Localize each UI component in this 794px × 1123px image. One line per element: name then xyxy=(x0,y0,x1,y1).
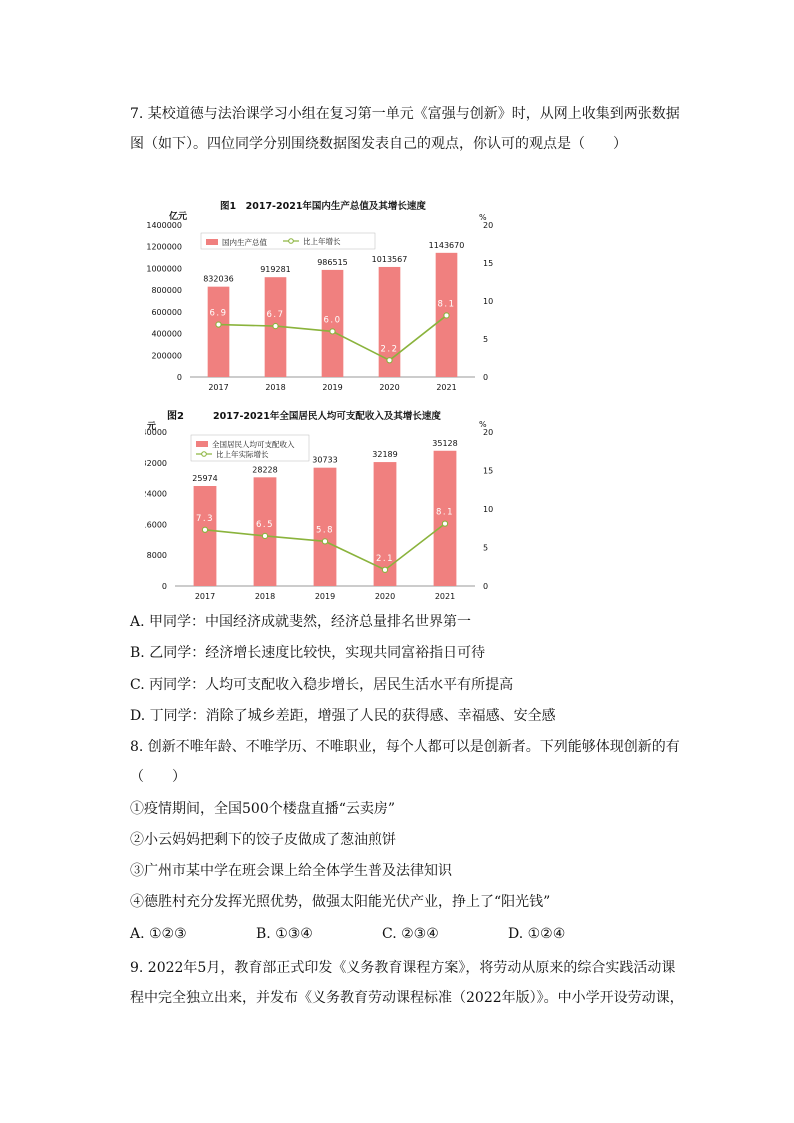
question-7-stem-line-1: 7. 某校道德与法治课学习小组在复习第一单元《富强与创新》时，从网上收集到两张数据 xyxy=(130,106,680,122)
bar-value-label: 1013567 xyxy=(371,254,408,264)
growth-point xyxy=(322,539,327,544)
y-tick-label: 1000000 xyxy=(146,264,182,274)
x-tick-label: 2017 xyxy=(208,383,229,392)
option-a: A. 甲同学：中国经济成就斐然，经济总量排名世界第一 xyxy=(130,614,472,630)
y2-tick-label: 20 xyxy=(483,221,494,230)
chart-title: 2017-2021年全国居民人均可支配收入及其增长速度 xyxy=(213,411,441,422)
growth-value-label: 6.5 xyxy=(255,519,275,530)
y-tick-label: 400000 xyxy=(151,329,182,339)
growth-value-label: 8.1 xyxy=(435,507,455,518)
question-8-choice-b: B. ①③④ xyxy=(256,926,313,942)
legend-line-label: 比上年增长 xyxy=(303,237,341,246)
growth-point xyxy=(387,358,392,363)
bar-value-label: 25974 xyxy=(192,474,218,484)
y2-tick-label: 0 xyxy=(483,582,489,591)
y-tick-label: 6000 xyxy=(146,520,167,530)
bar-value-label: 28228 xyxy=(252,465,278,475)
bar xyxy=(208,287,230,377)
chart-2-svg xyxy=(145,405,495,605)
y2-tick-label: 0 xyxy=(483,373,489,382)
legend-line-marker xyxy=(289,239,294,244)
chart-figure-label: 图2 xyxy=(167,411,184,422)
y2-tick-label: 5 xyxy=(483,335,489,344)
legend-line-marker xyxy=(202,452,207,457)
bar-value-label: 30733 xyxy=(312,455,338,465)
y2-tick-label: 20 xyxy=(483,428,494,437)
legend-bar-swatch xyxy=(196,441,208,447)
y2-tick-label: 10 xyxy=(483,297,494,306)
x-tick-label: 2019 xyxy=(322,383,343,392)
x-tick-label: 2018 xyxy=(254,592,276,601)
question-8-item-4: ④德胜村充分发挥光照优势，做强太阳能光伏产业，挣上了“阳光钱” xyxy=(130,894,551,910)
question-8-stem-line-1: 8. 创新不唯年龄、不唯学历、不唯职业，每个人都可以是创新者。下列能够体现创新的有 xyxy=(130,739,680,755)
chart-2-income xyxy=(145,405,495,605)
growth-value-label: 6.7 xyxy=(266,310,285,321)
growth-point xyxy=(202,527,207,532)
growth-point xyxy=(382,567,387,572)
growth-point xyxy=(273,323,278,328)
legend-bar-label: 全国居民人均可支配收入 xyxy=(212,440,295,449)
growth-point xyxy=(216,322,221,327)
question-8-choice-c: C. ②③④ xyxy=(382,926,439,942)
growth-value-label: 6.9 xyxy=(209,308,228,319)
option-c: C. 丙同学：人均可支配收入稳步增长，居民生活水平有所提高 xyxy=(130,677,514,693)
y2-axis-unit-label: % xyxy=(479,213,487,222)
question-8-choice-a: A. ①②③ xyxy=(130,926,187,942)
y2-tick-label: 15 xyxy=(483,466,494,476)
x-tick-label: 2020 xyxy=(379,383,400,392)
y-axis-unit-label: 亿元 xyxy=(169,212,188,222)
question-8-item-2: ②小云妈妈把剩下的饺子皮做成了葱油煎饼 xyxy=(130,832,396,848)
x-tick-label: 2018 xyxy=(265,383,286,392)
option-b: B. 乙同学：经济增长速度比较快，实现共同富裕指日可待 xyxy=(130,645,486,661)
y2-tick-label: 10 xyxy=(483,505,494,514)
question-8-item-1: ①疫情期间，全国500个楼盘直播“云卖房” xyxy=(130,801,396,817)
growth-point xyxy=(262,533,267,538)
chart-1-svg xyxy=(145,195,495,400)
y-tick-label: 0 xyxy=(176,373,182,382)
growth-value-label: 2.2 xyxy=(380,344,399,355)
y-tick-label: 0 xyxy=(161,582,167,591)
y-tick-label: 4000 xyxy=(146,489,167,499)
growth-value-label: 8.1 xyxy=(437,299,456,310)
growth-point xyxy=(442,521,447,526)
y-tick-label: 800000 xyxy=(151,286,182,296)
y-tick-label: 600000 xyxy=(151,307,182,317)
y-tick-label: 1200000 xyxy=(146,242,182,252)
x-tick-label: 2017 xyxy=(194,592,216,601)
y-tick-label: 200000 xyxy=(151,351,182,361)
y2-axis-unit-label: % xyxy=(479,420,487,429)
y-tick-label: 1400000 xyxy=(146,221,182,230)
question-9-stem-line-2: 程中完全独立出来，并发布《义务教育劳动课程标准（2022年版）》。中小学开设劳动课， xyxy=(130,990,684,1006)
x-tick-label: 2021 xyxy=(434,592,456,601)
bar xyxy=(194,486,217,586)
bar-value-label: 35128 xyxy=(432,438,458,448)
question-8-stem-line-2: （ ） xyxy=(130,769,186,785)
y-tick-label: 0000 xyxy=(146,428,167,437)
legend-bar-label: 国内生产总值 xyxy=(222,238,267,247)
bar-value-label: 832036 xyxy=(203,274,234,284)
question-7-stem-line-2: 图（如下）。四位同学分别围绕数据图发表自己的观点，你认可的观点是（ ） xyxy=(130,136,627,152)
bar-value-label: 32189 xyxy=(372,450,398,460)
y-tick-label: 8000 xyxy=(146,551,167,561)
chart-title: 图1 2017-2021年国内生产总值及其增长速度 xyxy=(220,201,426,212)
legend-bar-swatch xyxy=(206,239,218,245)
y2-tick-label: 5 xyxy=(483,543,489,553)
y-tick-label: 2000 xyxy=(146,458,167,468)
bar-value-label: 1143670 xyxy=(428,240,465,250)
question-9-stem-line-1: 9. 2022年5月，教育部正式印发《义务教育课程方案》，将劳动从原来的综合实践活动课 xyxy=(130,960,676,976)
chart-1-gdp xyxy=(145,195,495,400)
legend-line-label: 比上年实际增长 xyxy=(216,450,269,459)
bar-value-label: 919281 xyxy=(260,265,291,275)
y2-tick-label: 15 xyxy=(483,259,494,268)
growth-point xyxy=(330,329,335,334)
y-axis-unit-label: 元 xyxy=(147,422,157,432)
x-tick-label: 2020 xyxy=(374,592,396,601)
growth-value-label: 7.3 xyxy=(195,513,215,524)
growth-value-label: 2.1 xyxy=(375,553,395,564)
option-d: D. 丁同学：消除了城乡差距，增强了人民的获得感、幸福感、安全感 xyxy=(130,708,556,724)
bar xyxy=(434,451,457,586)
question-8-item-3: ③广州市某中学在班会课上给全体学生普及法律知识 xyxy=(130,863,452,879)
growth-value-label: 6.0 xyxy=(323,315,342,326)
x-tick-label: 2019 xyxy=(314,592,336,601)
bar xyxy=(254,477,277,586)
bar-value-label: 986515 xyxy=(317,257,348,267)
question-8-choice-d: D. ①②④ xyxy=(508,926,566,942)
growth-value-label: 5.8 xyxy=(315,525,335,536)
growth-point xyxy=(444,313,449,318)
x-tick-label: 2021 xyxy=(436,383,457,392)
